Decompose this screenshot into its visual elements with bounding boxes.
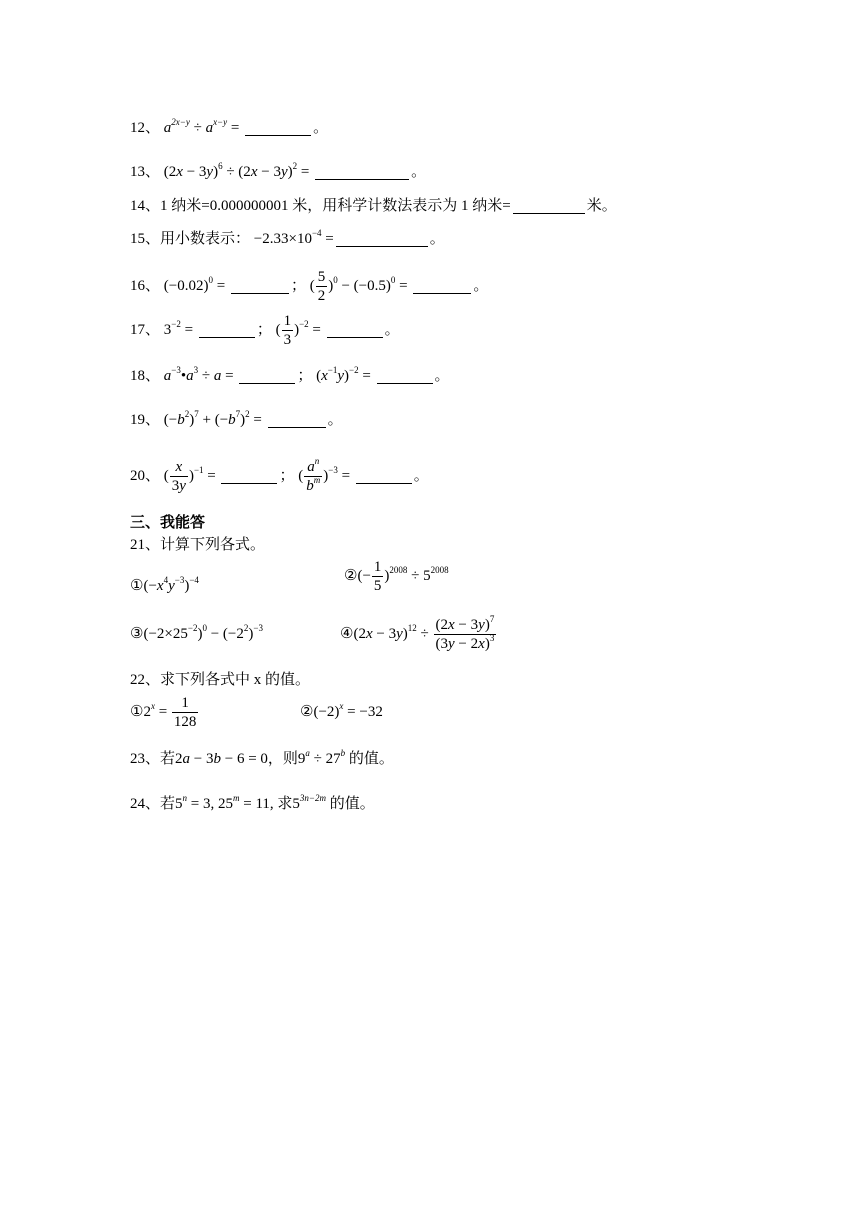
answer-blank[interactable] bbox=[239, 367, 295, 384]
answer-blank[interactable] bbox=[315, 163, 409, 180]
problem-text: 的值。 bbox=[329, 796, 375, 812]
problem-21-part-1 bbox=[130, 566, 199, 606]
problem-number: 12、 bbox=[130, 120, 161, 136]
math-expression: $a^{-3}•a^3 \div a$ = bbox=[163, 365, 238, 384]
problem-text: 24、若 bbox=[130, 796, 176, 812]
problem-number: 16、 bbox=[130, 278, 161, 294]
separator: ； bbox=[297, 368, 313, 384]
problem-21-part-2 bbox=[344, 556, 449, 596]
problem-23 bbox=[130, 749, 394, 769]
math-expression: $(2x - 3y)^6 \div (2x - 3y)^2$ = bbox=[163, 161, 314, 180]
problem-number: 18、 bbox=[130, 368, 161, 384]
section-title: 三、我能答 bbox=[130, 513, 206, 531]
answer-blank[interactable] bbox=[221, 467, 277, 484]
circled-number: ① bbox=[130, 704, 144, 720]
math-expression: $(x^{-1}y)^{-2}$ = bbox=[316, 365, 375, 384]
problem-20 bbox=[130, 456, 429, 496]
period: 。 bbox=[384, 322, 400, 338]
math-expression: $(-x^4y^{-3})^{-4}$ bbox=[143, 575, 199, 594]
math-expression: ( $\frac{5}{2}$ )$^0 - (-0.5)^0$ = bbox=[309, 269, 412, 305]
math-expression: $9^a \div 27^b$ bbox=[297, 748, 346, 767]
math-expression: $(-0.02)^0$ = bbox=[163, 275, 229, 294]
separator: ； bbox=[279, 468, 295, 484]
problem-number: 14、 bbox=[130, 198, 161, 214]
problem-21-part-3 bbox=[130, 614, 263, 654]
problem-19 bbox=[130, 410, 343, 430]
problem-text: 21、计算下列各式。 bbox=[130, 537, 266, 553]
math-expression: 2a − 3b − 6 = 0 bbox=[175, 751, 268, 767]
answer-blank[interactable] bbox=[268, 411, 326, 428]
math-expression: $a^{2x-y} \div a^{x-y}$ = bbox=[163, 117, 244, 136]
circled-number: ④ bbox=[340, 626, 354, 642]
math-expression: $(-2\times 25^{-2})^0 - (-2^2)^{-3}$ bbox=[143, 623, 263, 642]
problem-number: 15、 bbox=[130, 231, 161, 247]
fraction: $\frac{1}{3}$ bbox=[283, 313, 292, 349]
problem-21-title bbox=[130, 535, 265, 555]
circled-number: ② bbox=[300, 704, 314, 720]
math-expression: $-2.33\times 10^{-4}$ = bbox=[253, 228, 334, 247]
math-expression: ( $\frac{x}{3y}$ )$^{-1}$ = bbox=[163, 459, 220, 495]
problem-15 bbox=[130, 229, 445, 249]
math-expression: $(2x - 3y)^{12}$ ÷ $\frac{(2x - 3y)^7}{(3y - 2x)^3}$ bbox=[353, 614, 495, 653]
fraction: $\frac{(2x - 3y)^7}{(3y - 2x)^3}$ bbox=[435, 614, 495, 653]
math-expression: $(-2)^x = -32$ bbox=[313, 701, 383, 720]
answer-blank[interactable] bbox=[199, 321, 255, 338]
answer-blank[interactable] bbox=[413, 277, 471, 294]
fraction: $\frac{a^n}{b^m}$ bbox=[306, 456, 321, 495]
fraction: $\frac{1}{128}$ bbox=[173, 695, 197, 731]
problem-24 bbox=[130, 794, 375, 814]
answer-blank[interactable] bbox=[336, 230, 428, 247]
answer-blank[interactable] bbox=[513, 197, 585, 214]
problem-16 bbox=[130, 266, 488, 306]
problem-18 bbox=[130, 366, 450, 386]
fraction: $\frac{1}{5}$ bbox=[373, 559, 382, 595]
separator: ； bbox=[256, 322, 272, 338]
answer-blank[interactable] bbox=[231, 277, 289, 294]
math-expression: $(-b^2)^7 + (-b^7)^2$ = bbox=[163, 409, 266, 428]
problem-17 bbox=[130, 310, 400, 350]
answer-blank[interactable] bbox=[356, 467, 412, 484]
math-expression: $3^{-2}$ = bbox=[163, 319, 197, 338]
fraction: $\frac{x}{3y}$ bbox=[171, 459, 186, 495]
answer-blank[interactable] bbox=[377, 367, 433, 384]
period: 。 bbox=[327, 412, 343, 428]
problem-text: 1 纳米=0.000000001 米，用科学计数法表示为 1 纳米= bbox=[160, 198, 511, 214]
problem-number: 19、 bbox=[130, 412, 161, 428]
problem-number: 20、 bbox=[130, 468, 161, 484]
circled-number: ③ bbox=[130, 626, 144, 642]
math-expression: $5^n = 3$, $25^m = 11$, bbox=[175, 793, 278, 812]
period: 。 bbox=[429, 231, 445, 247]
answer-blank[interactable] bbox=[327, 321, 383, 338]
math-expression: $2^x$ = $\frac{1}{128}$ bbox=[143, 695, 197, 731]
circled-number: ② bbox=[344, 568, 358, 584]
math-expression: $5^{3n-2m}$ bbox=[292, 793, 326, 812]
problem-text: 23、若 bbox=[130, 751, 176, 767]
math-expression: (− $\frac{1}{5}$ )$^{2008} \div 5^{2008}$ bbox=[357, 559, 449, 595]
problem-text: 求 bbox=[277, 796, 293, 812]
period: 。 bbox=[313, 120, 329, 136]
math-expression: ( $\frac{1}{3}$ )$^{-2}$ = bbox=[275, 313, 325, 349]
separator: ； bbox=[290, 278, 306, 294]
problem-22-part-2 bbox=[300, 702, 383, 722]
problem-13 bbox=[130, 162, 426, 182]
math-expression: ( $\frac{a^n}{b^m}$ )$^{-3}$ = bbox=[298, 456, 354, 495]
problem-text: 22、求下列各式中 x 的值。 bbox=[130, 672, 311, 688]
problem-number: 17、 bbox=[130, 322, 161, 338]
period: 。 bbox=[411, 164, 427, 180]
period: 。 bbox=[434, 368, 450, 384]
problem-22-title bbox=[130, 670, 310, 690]
problem-text: ，则 bbox=[267, 751, 298, 767]
problem-number: 13、 bbox=[130, 164, 161, 180]
problem-text: 的值。 bbox=[348, 751, 394, 767]
period: 。 bbox=[473, 278, 489, 294]
answer-blank[interactable] bbox=[245, 119, 311, 136]
problem-14 bbox=[130, 196, 617, 216]
problem-text: 用小数表示： bbox=[160, 231, 251, 247]
section-heading bbox=[130, 512, 205, 532]
circled-number: ① bbox=[130, 578, 144, 594]
problem-12 bbox=[130, 118, 328, 138]
problem-21-part-4 bbox=[340, 614, 497, 654]
problem-text-end: 米。 bbox=[586, 198, 617, 214]
fraction: $\frac{5}{2}$ bbox=[317, 269, 326, 305]
problem-22-part-1 bbox=[130, 692, 199, 732]
period: 。 bbox=[413, 468, 429, 484]
